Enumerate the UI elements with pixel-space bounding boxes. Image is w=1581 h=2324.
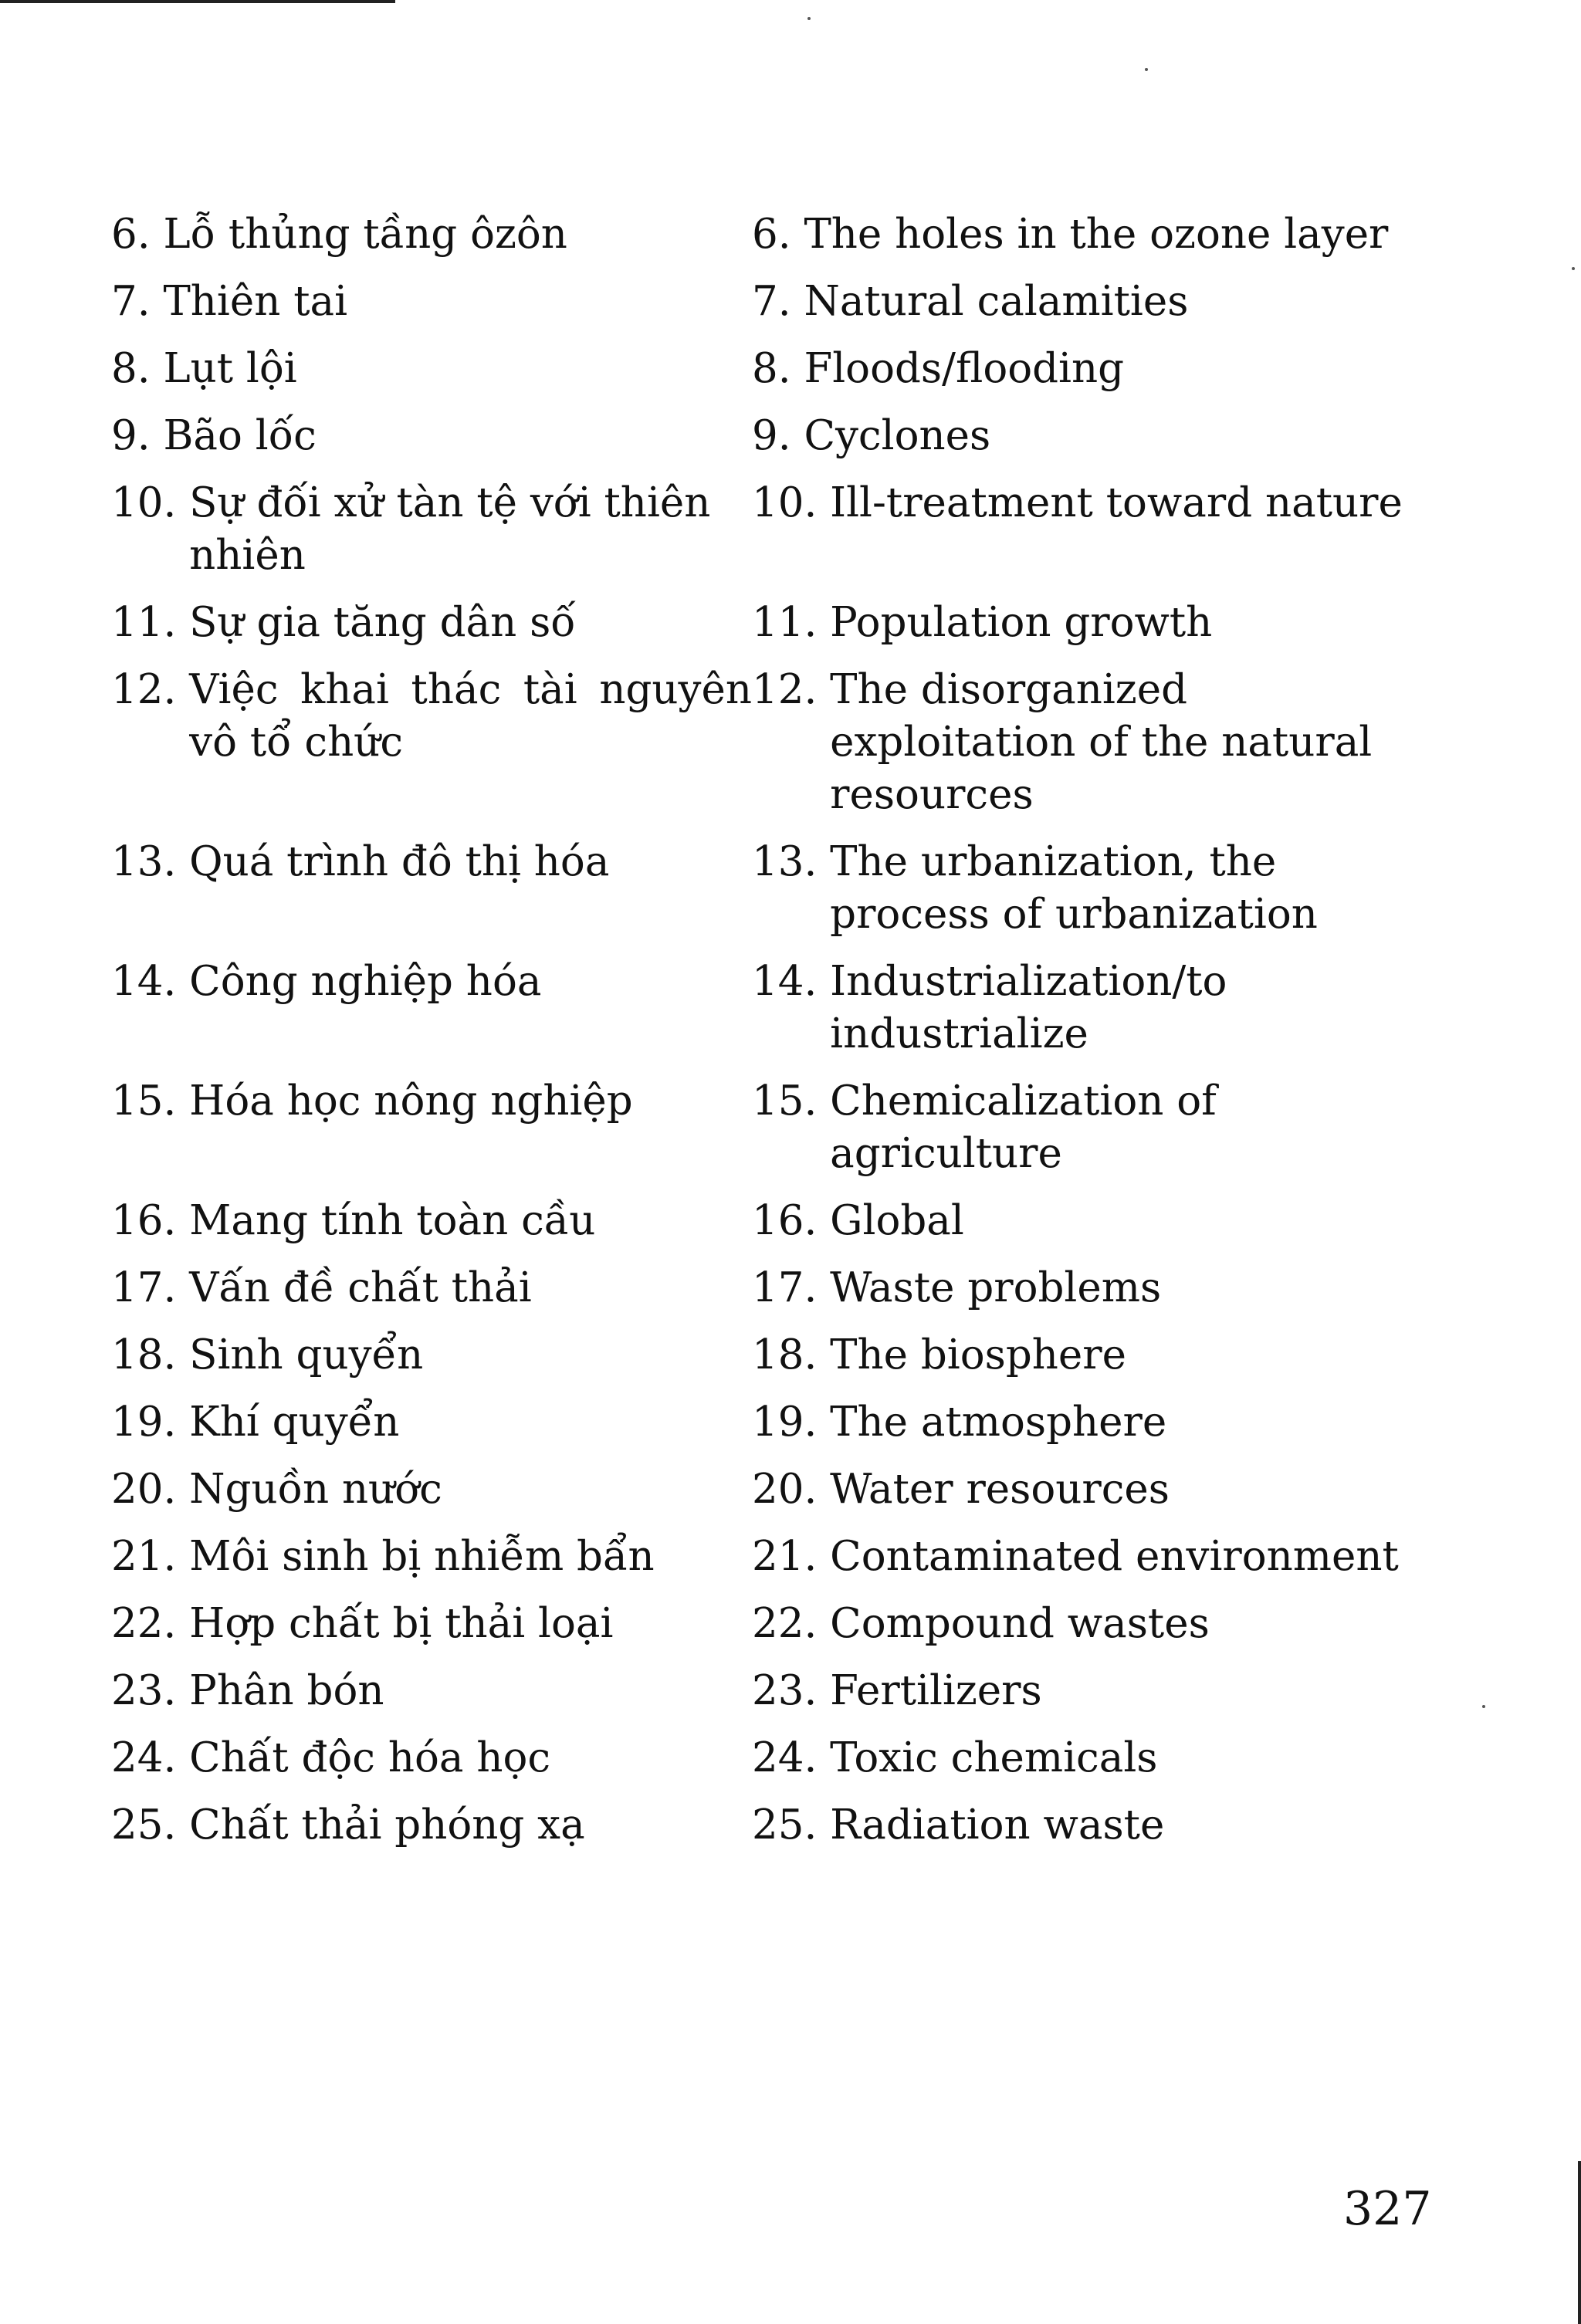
glossary-table: [111, 208, 1439, 1866]
term-text: Fertilizers: [830, 1667, 1042, 1714]
glossary-row: [111, 1531, 1439, 1583]
term-text: Radiation waste: [830, 1801, 1165, 1849]
glossary-row: [111, 956, 1439, 1061]
term-number: 17.: [111, 1264, 177, 1311]
vietnamese-term: [111, 208, 752, 261]
term-text: The urbanization, the process of urbanization: [830, 838, 1318, 938]
term-text: Môi sinh bị nhiễm bẩn: [189, 1533, 655, 1580]
glossary-row: [111, 1598, 1439, 1650]
glossary-row: [111, 1799, 1439, 1852]
scan-speck: [1572, 267, 1575, 270]
term-number: 25.: [752, 1801, 818, 1849]
term-text: Công nghiệp hóa: [189, 958, 542, 1005]
term-number: 16.: [752, 1197, 818, 1244]
term-text: Water resources: [830, 1466, 1170, 1513]
term-text: Chất độc hóa học: [189, 1734, 551, 1781]
term-number: 23.: [752, 1667, 818, 1714]
glossary-row: [111, 1075, 1439, 1180]
scan-speck: [1145, 68, 1148, 71]
glossary-row: [111, 1463, 1439, 1516]
term-number: 24.: [752, 1734, 818, 1781]
term-number: 19.: [111, 1399, 177, 1446]
english-term: [752, 1075, 1439, 1180]
term-text: Cyclones: [804, 412, 991, 459]
term-number: 10.: [752, 479, 818, 526]
term-number: 22.: [752, 1600, 818, 1647]
glossary-row: [111, 1396, 1439, 1449]
vietnamese-term: [111, 1195, 752, 1247]
english-term: [752, 1396, 1439, 1449]
vietnamese-term: [111, 664, 752, 769]
english-term: [752, 410, 1439, 462]
glossary-row: [111, 836, 1439, 941]
term-text: Global: [830, 1197, 964, 1244]
term-number: 6.: [111, 211, 151, 258]
term-number: 24.: [111, 1734, 177, 1781]
english-term: [752, 1531, 1439, 1583]
term-text: Vấn đề chất thải: [189, 1264, 532, 1311]
glossary-row: [111, 477, 1439, 582]
term-text: Nguồn nước: [189, 1466, 442, 1513]
glossary-row: [111, 1732, 1439, 1784]
term-text: The atmosphere: [830, 1399, 1167, 1446]
english-term: [752, 956, 1439, 1061]
vietnamese-term: [111, 477, 752, 582]
term-text: Thiên tai: [163, 278, 348, 325]
term-number: 7.: [752, 278, 791, 325]
glossary-row: [111, 1329, 1439, 1382]
term-text: Compound wastes: [830, 1600, 1210, 1647]
vietnamese-term: [111, 1075, 752, 1128]
page-number: 327: [1343, 2182, 1432, 2236]
glossary-row: [111, 597, 1439, 649]
term-text: Population growth: [830, 599, 1213, 646]
vietnamese-term: [111, 1799, 752, 1852]
vietnamese-term: [111, 1732, 752, 1784]
english-term: [752, 477, 1439, 529]
term-text: Phân bón: [189, 1667, 384, 1714]
vietnamese-term: [111, 1329, 752, 1382]
term-text: Ill-treatment toward nature: [830, 479, 1403, 526]
term-number: 14.: [752, 958, 818, 1005]
vietnamese-term: [111, 836, 752, 888]
term-number: 19.: [752, 1399, 818, 1446]
vietnamese-term: [111, 1598, 752, 1650]
glossary-row: [111, 276, 1439, 328]
term-number: 9.: [111, 412, 151, 459]
term-text: Sinh quyển: [189, 1331, 424, 1379]
term-text: Sự gia tăng dân số: [189, 599, 576, 646]
vietnamese-term: [111, 276, 752, 328]
term-text: Toxic chemicals: [830, 1734, 1158, 1781]
vietnamese-term: [111, 343, 752, 395]
scan-speck: [1482, 1705, 1485, 1708]
vietnamese-term: [111, 1463, 752, 1516]
term-text: The holes in the ozone layer: [804, 211, 1389, 258]
glossary-row: [111, 410, 1439, 462]
term-number: 18.: [111, 1331, 177, 1379]
term-text: Floods/flooding: [804, 345, 1125, 392]
term-text: Sự đối xử tàn tệ với thiên nhiên: [189, 479, 711, 579]
term-number: 8.: [111, 345, 151, 392]
term-number: 17.: [752, 1264, 818, 1311]
term-number: 22.: [111, 1600, 177, 1647]
english-term: [752, 1329, 1439, 1382]
term-text: Lụt lội: [163, 345, 297, 392]
term-number: 23.: [111, 1667, 177, 1714]
english-term: [752, 1463, 1439, 1516]
term-text: Industrialization/to industrialize: [830, 958, 1227, 1057]
english-term: [752, 208, 1439, 261]
page-edge: [1578, 2161, 1581, 2324]
english-term: [752, 343, 1439, 395]
top-rule: [0, 0, 395, 3]
term-number: 11.: [111, 599, 177, 646]
term-number: 13.: [111, 838, 177, 885]
english-term: [752, 1799, 1439, 1852]
term-text: Quá trình đô thị hóa: [189, 838, 610, 885]
term-number: 11.: [752, 599, 818, 646]
term-number: 9.: [752, 412, 791, 459]
term-number: 7.: [111, 278, 151, 325]
english-term: [752, 836, 1439, 941]
vietnamese-term: [111, 956, 752, 1008]
english-term: [752, 664, 1439, 821]
glossary-row: [111, 1665, 1439, 1717]
english-term: [752, 1665, 1439, 1717]
term-text: Lỗ thủng tầng ôzôn: [163, 211, 567, 258]
term-text: Hóa học nông nghiệp: [189, 1077, 633, 1125]
term-number: 10.: [111, 479, 177, 526]
term-text: Mang tính toàn cầu: [189, 1197, 596, 1244]
term-number: 20.: [752, 1466, 818, 1513]
vietnamese-term: [111, 1665, 752, 1717]
term-number: 21.: [111, 1533, 177, 1580]
term-number: 12.: [111, 666, 177, 713]
glossary-row: [111, 1262, 1439, 1314]
english-term: [752, 1732, 1439, 1784]
term-text: Natural calamities: [804, 278, 1189, 325]
term-number: 25.: [111, 1801, 177, 1849]
term-text: Contaminated environment: [830, 1533, 1399, 1580]
term-number: 6.: [752, 211, 791, 258]
term-number: 15.: [111, 1077, 177, 1125]
vietnamese-term: [111, 410, 752, 462]
glossary-row: [111, 343, 1439, 395]
scan-speck: [807, 17, 811, 20]
vietnamese-term: [111, 1262, 752, 1314]
term-number: 21.: [752, 1533, 818, 1580]
term-number: 18.: [752, 1331, 818, 1379]
english-term: [752, 1195, 1439, 1247]
vietnamese-term: [111, 597, 752, 649]
glossary-row: [111, 664, 1439, 821]
term-number: 8.: [752, 345, 791, 392]
term-number: 12.: [752, 666, 818, 713]
vietnamese-term: [111, 1531, 752, 1583]
term-number: 13.: [752, 838, 818, 885]
vietnamese-term: [111, 1396, 752, 1449]
term-text: Chemicalization of agriculture: [830, 1077, 1217, 1177]
glossary-row: [111, 1195, 1439, 1247]
term-text: Bão lốc: [163, 412, 317, 459]
term-text: Hợp chất bị thải loại: [189, 1600, 614, 1647]
term-number: 14.: [111, 958, 177, 1005]
term-text: Khí quyển: [189, 1399, 400, 1446]
term-number: 20.: [111, 1466, 177, 1513]
english-term: [752, 276, 1439, 328]
term-text: Chất thải phóng xạ: [189, 1801, 585, 1849]
english-term: [752, 1262, 1439, 1314]
term-text: Waste problems: [830, 1264, 1162, 1311]
term-number: 16.: [111, 1197, 177, 1244]
term-text: The biosphere: [830, 1331, 1126, 1379]
term-text: The disorganized exploitation of the natural resources: [830, 666, 1373, 818]
english-term: [752, 1598, 1439, 1650]
term-number: 15.: [752, 1077, 818, 1125]
english-term: [752, 597, 1439, 649]
glossary-row: [111, 208, 1439, 261]
term-text: Việc khai thác tài nguyên vô tổ chức: [189, 666, 752, 766]
